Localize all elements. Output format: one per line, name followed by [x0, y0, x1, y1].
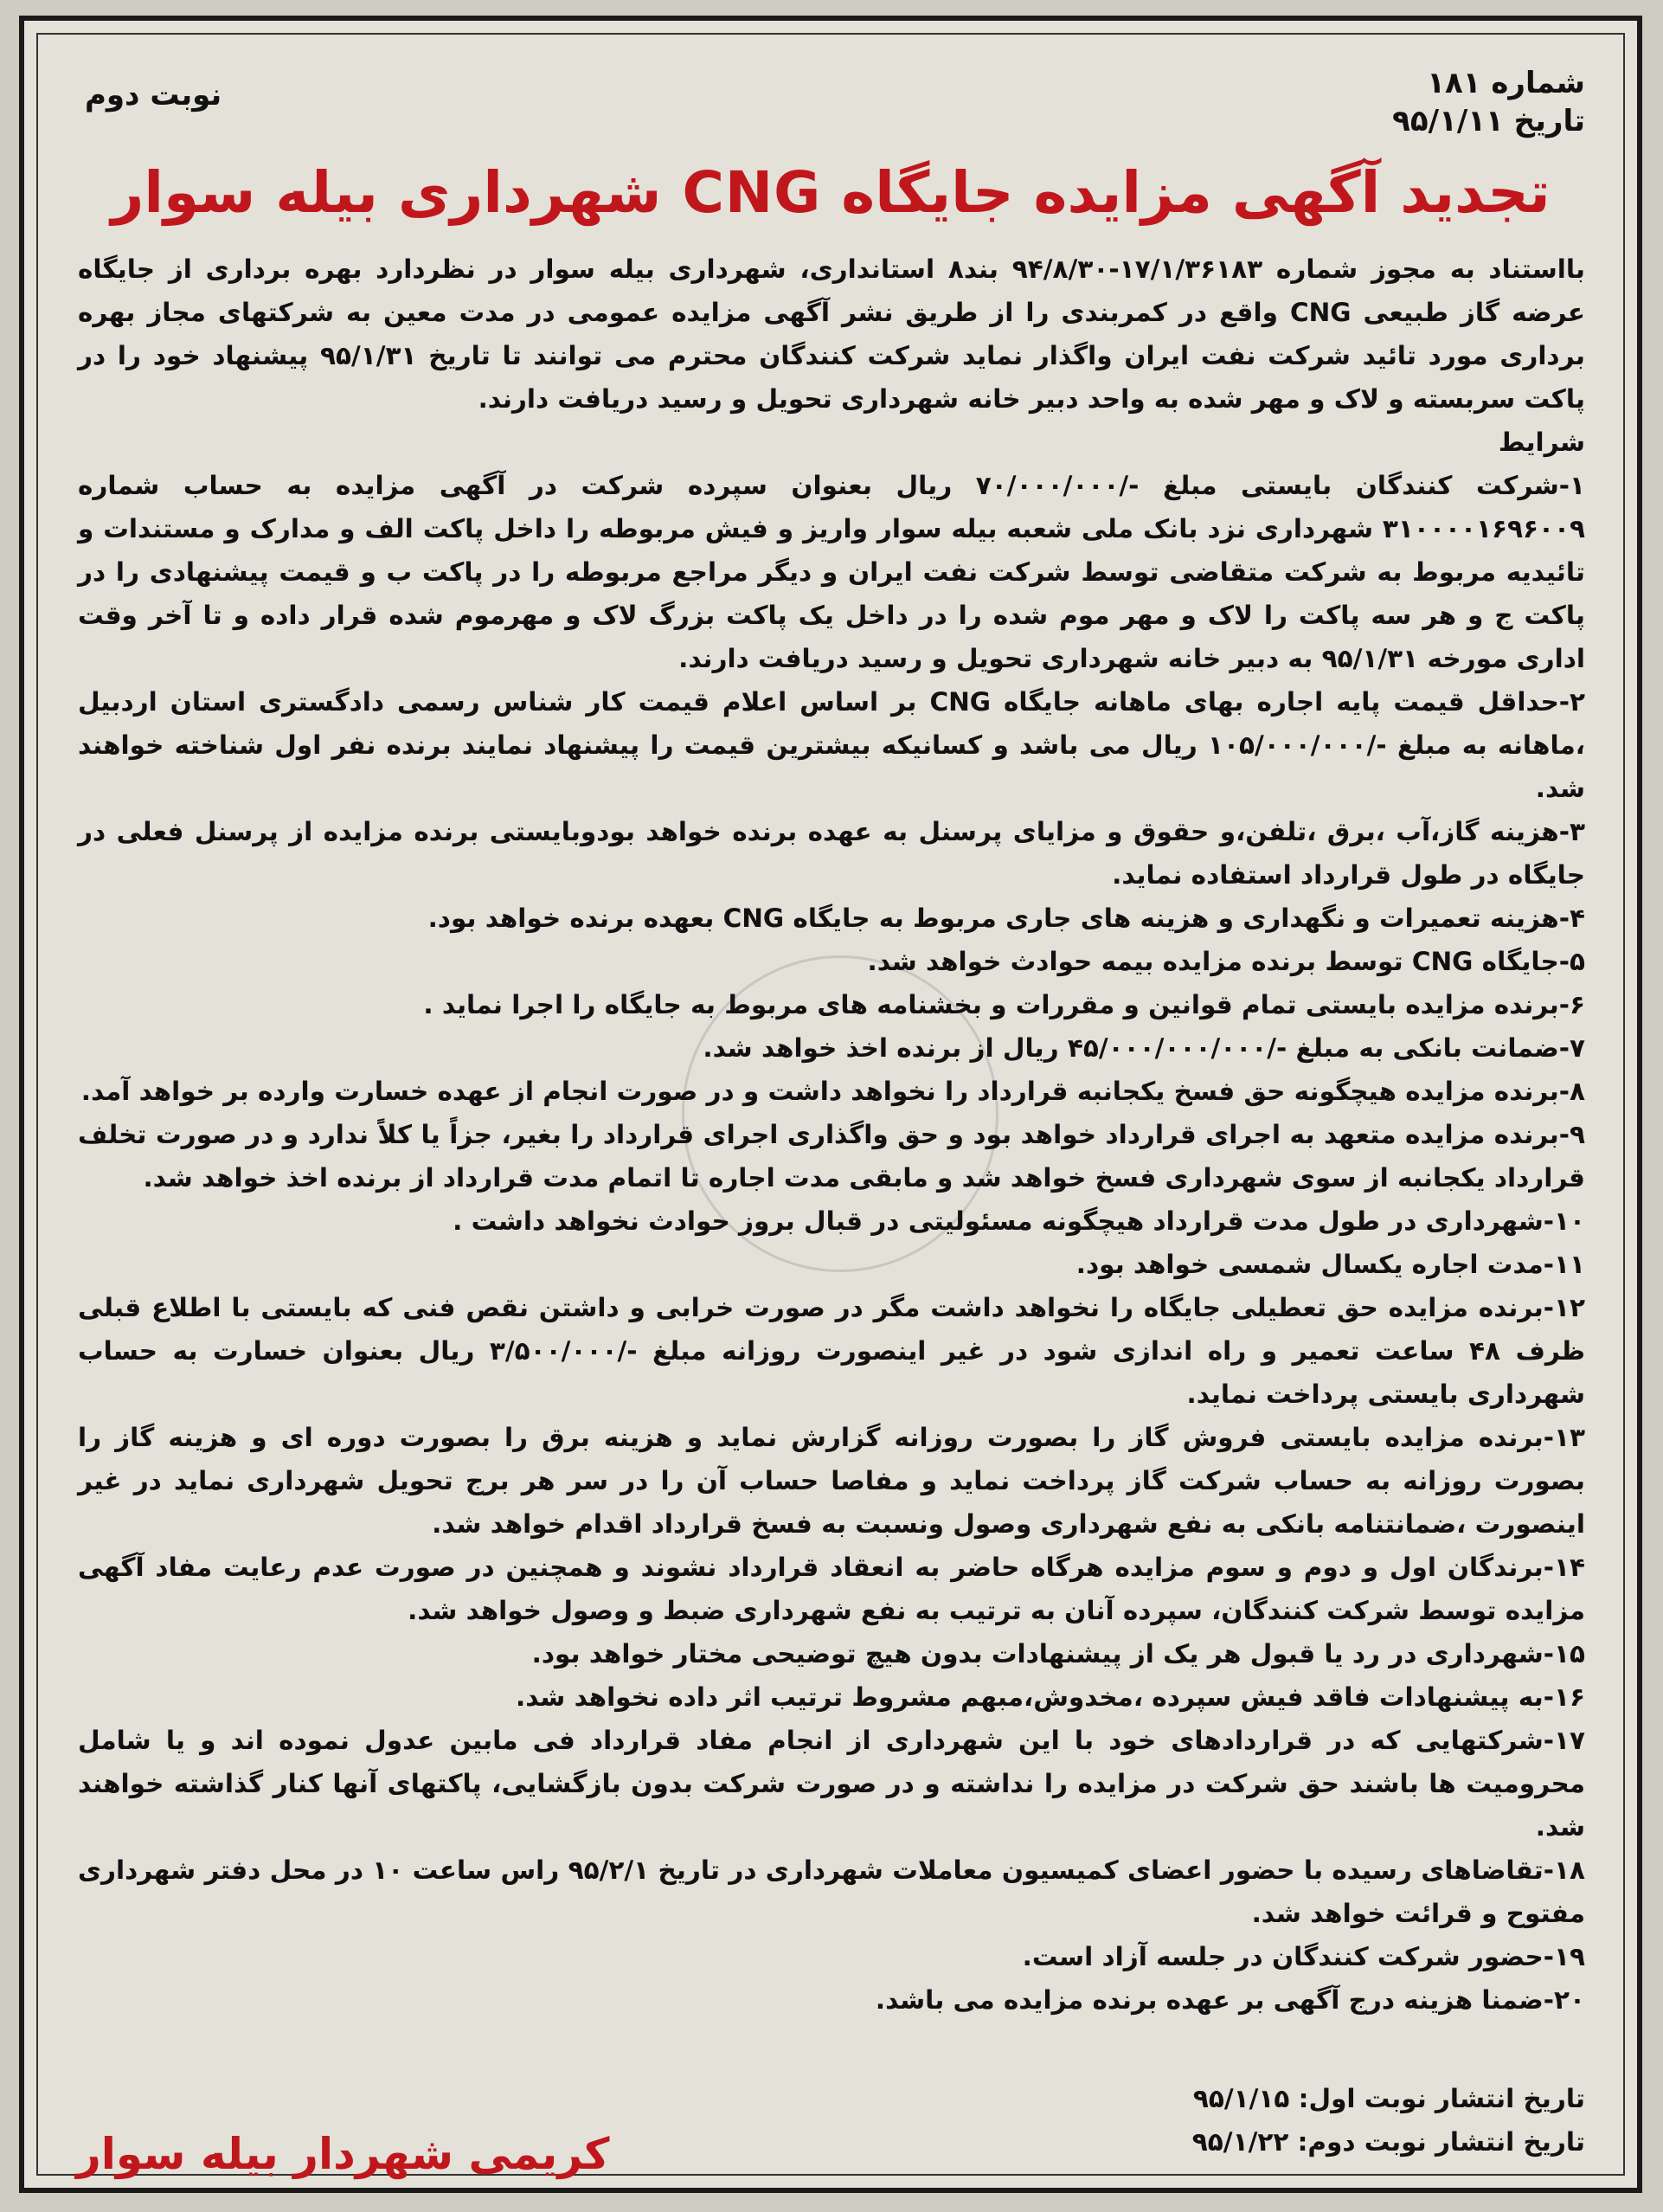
condition-item: ۱۰-شهرداری در طول مدت قرارداد هیچگونه مسئولیتی در قبال بروز حوادث نخواهد داشت .	[453, 1206, 1585, 1236]
condition-item: ۱۳-برنده مزایده بایستی فروش گاز را بصورت روزانه گزارش نماید و هزینه برق را بصورت دوره ای و هزینه گاز را بصورت روزانه به حساب شرکت گاز پرداخت نماید و مفاصا حساب آن را در سر هر برج تحویل شهرداری نماید در غیر اینصورت ،ضمانتنامه بانکی به نفع شهرداری وصول ونسبت به فسخ قرارداد اقدام خواهد شد.	[78, 1423, 1585, 1539]
condition-item: ۴-هزینه تعمیرات و نگهداری و هزینه های جاری مربوط به جایگاه CNG بعهده برنده خواهد بود.	[427, 903, 1585, 933]
condition-item: ۵-جایگاه CNG توسط برنده مزایده بیمه حوادث خواهد شد.	[867, 947, 1585, 976]
notice-number: شماره ۱۸۱	[1427, 66, 1585, 100]
conditions-heading: شرایط	[1498, 428, 1585, 457]
condition-item: ۱۷-شرکتهایی که در قراردادهای خود با این شهرداری از انجام مفاد قرارداد فی مابین عدول نموده اند و یا شامل محرومیت ها باشند حق شرکت در مزایده را نداشته و در صورت شرکت بدون بازگشایی، پاکتهای آنها کنار گذاشته خواهند شد.	[78, 1726, 1585, 1842]
first-publish-date: تاریخ انتشار نوبت اول: ۹۵/۱/۱۵	[1192, 2084, 1585, 2113]
intro-paragraph: بااستناد به مجوز شماره ۱۷/۱/۳۶۱۸۳-۹۴/۸/۳۰ بند۸ استانداری، شهرداری بیله سوار در نظردارد بهره برداری از جایگاه عرضه گاز طبیعی CNG واقع در کمربندی را از طریق نشر آگهی مزایده عمومی در مدت معین به شرکتهای مجاز بهره برداری مورد تائید شرکت نفت ایران واگذار نماید شرکت کنندگان محترم می توانند تا تاریخ ۹۵/۱/۳۱ پیشنهاد خود را در پاکت سربسته و لاک و مهر شده به واحد دبیر خانه شهرداری تحویل و رسید دریافت دارند.	[78, 254, 1586, 414]
condition-item: ۱۱-مدت اجاره یکسال شمسی خواهد بود.	[1075, 1250, 1585, 1279]
notice-title: تجدید آگهی مزایده جایگاه CNG شهرداری بیله سوار	[111, 159, 1551, 226]
notice-date: تاریخ ۹۵/۱/۱۱	[1392, 104, 1585, 138]
condition-item: ۱۸-تقاضاهای رسیده با حضور اعضای کمیسیون معاملات شهرداری در تاریخ ۹۵/۲/۱ راس ساعت ۱۰ در محل دفتر شهرداری مفتوح و قرائت خواهد شد.	[78, 1855, 1585, 1928]
publish-dates	[1192, 2077, 1585, 2164]
condition-item: ۹-برنده مزایده متعهد به اجرای قرارداد خواهد بود و حق واگذاری اجرای قرارداد را بغیر، جزاً یا کلاً ندارد و در صورت تخلف قرارداد یکجانبه از سوی شهرداری فسخ خواهد شد و مابقی مدت اجاره تا اتمام مدت قرارداد از برنده اخذ خواهد شد.	[78, 1120, 1585, 1193]
condition-item: ۲-حداقل قیمت پایه اجاره بهای ماهانه جایگاه CNG بر اساس اعلام قیمت کار شناس رسمی دادگستری استان اردبیل ،ماهانه به مبلغ -/۱۰۵/۰۰۰/۰۰۰ ریال می باشد و کسانیکه بیشترین قیمت را پیشنهاد نمایند برنده نفر اول شناخته خواهند شد.	[78, 687, 1585, 803]
condition-item: ۱۴-برندگان اول و دوم و سوم مزایده هرگاه حاضر به انعقاد قرارداد نشوند و همچنین در صورت عدم رعایت مفاد آگهی مزایده توسط شرکت کنندگان، سپرده آنان به ترتیب به نفع شهرداری ضبط و وصول خواهد شد.	[78, 1553, 1585, 1625]
condition-item: ۸-برنده مزایده هیچگونه حق فسخ یکجانبه قرارداد را نخواهد داشت و در صورت انجام از عهده خسارت وارده بر خواهد آمد.	[80, 1077, 1585, 1106]
newspaper-notice	[19, 16, 1642, 2193]
condition-item: ۱۶-به پیشنهادات فاقد فیش سپرده ،مخدوش،مبهم مشروط ترتیب اثر داده نخواهد شد.	[516, 1682, 1585, 1712]
condition-item: ۲۰-ضمنا هزینه درج آگهی بر عهده برنده مزایده می باشد.	[875, 1985, 1585, 2015]
condition-item: ۳-هزینه گاز،آب ،برق ،تلفن،و حقوق و مزایای پرسنل به عهده برنده خواهد بودوبایستی برنده مزایده از پرسنل فعلی در جایگاه در طول قرارداد استفاده نماید.	[78, 817, 1585, 890]
notice-meta	[1392, 64, 1585, 140]
notice-body	[78, 248, 1585, 2022]
conditions-list	[78, 464, 1585, 2022]
condition-item: ۱۹-حضور شرکت کنندگان در جلسه آزاد است.	[1022, 1942, 1585, 1971]
second-publish-date: تاریخ انتشار نوبت دوم: ۹۵/۱/۲۲	[1191, 2127, 1585, 2157]
condition-item: ۱-شرکت کنندگان بایستی مبلغ -/۷۰/۰۰۰/۰۰۰ ریال بعنوان سپرده شرکت در آگهی مزایده به حساب شماره ۳۱۰۰۰۰۱۶۹۶۰۰۹ شهرداری نزد بانک ملی شعبه بیله سوار واریز و فیش مربوطه را داخل پاکت الف و مدارک و مستندات و تائیدیه مربوط به شرکت متقاضی توسط شرکت نفت ایران و دیگر مراجع مربوطه را در پاکت ب و قیمت پیشنهادی را در پاکت ج و هر سه پاکت را لاک و مهر موم شده را در داخل یک پاکت بزرگ لاک و مهرموم شده قرار داده و تا آخر وقت اداری مورخه ۹۵/۱/۳۱ به دبیر خانه شهرداری تحویل و رسید دریافت دارند.	[78, 471, 1585, 673]
edition-label: نوبت دوم	[85, 78, 222, 113]
condition-item: ۶-برنده مزایده بایستی تمام قوانین و مقررات و بخشنامه های مربوط به جایگاه را اجرا نماید .	[423, 990, 1585, 1019]
condition-item: ۷-ضمانت بانکی به مبلغ -/۴۵/۰۰۰/۰۰۰/۰۰۰ ریال از برنده اخذ خواهد شد.	[703, 1033, 1585, 1063]
condition-item: ۱۵-شهرداری در رد یا قبول هر یک از پیشنهادات بدون هیچ توضیحی مختار خواهد بود.	[531, 1639, 1585, 1669]
signature: کریمی شهردار بیله سوار	[76, 2129, 610, 2179]
condition-item: ۱۲-برنده مزایده حق تعطیلی جایگاه را نخواهد داشت مگر در صورت خرابی و داشتن نقص فنی که بایستی با اطلاع قبلی ظرف ۴۸ ساعت تعمیر و راه اندازی شود در غیر اینصورت روزانه مبلغ -/۳/۵۰۰/۰۰۰ ریال بعنوان خسارت به حساب شهرداری بایستی پرداخت نماید.	[78, 1293, 1585, 1409]
